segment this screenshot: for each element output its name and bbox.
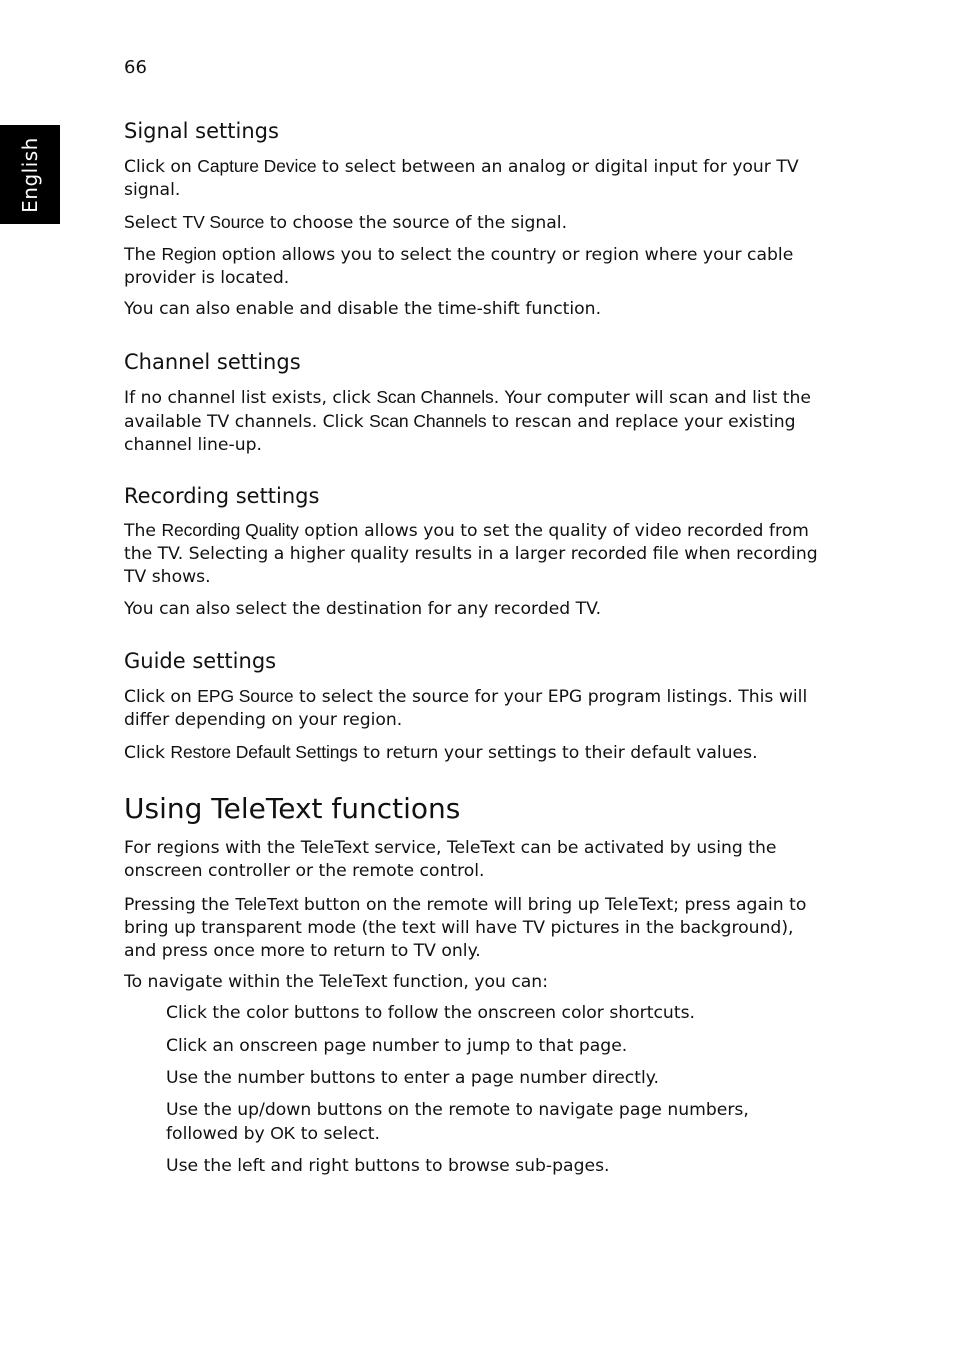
recording-settings-heading: Recording settings — [124, 484, 320, 508]
ui-term-epg-source: EPG Source — [197, 686, 294, 706]
language-tab — [0, 125, 60, 224]
text: to select between an analog or digital input for your TV signal. — [124, 157, 799, 200]
signal-paragraph-2 — [124, 211, 824, 235]
page-number: 66 — [124, 57, 147, 78]
text: option allows you to select the country or region where your cable provider is located. — [124, 245, 794, 288]
teletext-heading: Using TeleText functions — [124, 792, 461, 825]
recording-paragraph-1 — [124, 519, 824, 589]
channel-paragraph-1 — [124, 386, 824, 457]
text: to rescan and replace your existing channel line-up. — [124, 412, 796, 455]
list-item: Use the left and right buttons to browse sub-pages. — [166, 1156, 610, 1176]
ui-term-scan-channels: Scan Channels — [376, 387, 494, 407]
language-tab-label: English — [18, 136, 42, 213]
text: If no channel list exists, click — [124, 388, 377, 408]
signal-paragraph-1 — [124, 155, 824, 202]
teletext-paragraph-2 — [124, 893, 824, 963]
text: Click — [124, 743, 171, 763]
guide-paragraph-1 — [124, 685, 824, 732]
ui-term-region: Region — [161, 244, 217, 264]
ui-term-scan-channels: Scan Channels — [369, 411, 487, 431]
ui-term-tv-source: TV Source — [182, 212, 265, 232]
list-item: Use the number buttons to enter a page number directly. — [166, 1068, 659, 1088]
signal-settings-heading: Signal settings — [124, 119, 279, 143]
guide-paragraph-2 — [124, 741, 824, 765]
guide-settings-heading: Guide settings — [124, 649, 277, 673]
text: Click on — [124, 687, 198, 707]
list-item — [166, 1099, 826, 1146]
list-item: Click the color buttons to follow the onscreen color shortcuts. — [166, 1003, 695, 1023]
text: . Your computer will scan and list the available TV channels. Click — [124, 388, 811, 432]
ui-term-teletext: TeleText — [234, 894, 299, 914]
signal-paragraph-4: You can also enable and disable the time-shift function. — [124, 299, 602, 319]
ui-term-restore-default-settings: Restore Default Settings — [170, 742, 358, 762]
text: to select. — [295, 1124, 380, 1144]
text: button on the remote will bring up TeleText; press again to bring up transparent mode (the text will have TV pictures in the background), and press once more to return to TV only. — [124, 895, 807, 961]
text: Click on — [124, 157, 198, 177]
list-item: Click an onscreen page number to jump to that page. — [166, 1036, 628, 1056]
signal-paragraph-3 — [124, 243, 824, 290]
teletext-paragraph-1: For regions with the TeleText service, TeleText can be activated by using the onscreen controller or the remote control. — [124, 838, 777, 881]
text: The — [124, 245, 162, 265]
channel-settings-heading: Channel settings — [124, 350, 301, 374]
text: Use the up/down buttons on the remote to navigate page numbers, followed by — [166, 1100, 749, 1144]
text: to return your settings to their default values. — [357, 743, 758, 763]
text: to choose the source of the signal. — [264, 213, 568, 233]
text: to select the source for your EPG program listings. This will differ depending on your region. — [124, 687, 808, 730]
text: Select — [124, 213, 183, 233]
text: Pressing the — [124, 895, 235, 915]
ui-term-recording-quality: Recording Quality — [161, 520, 299, 540]
ui-term-capture-device: Capture Device — [197, 156, 317, 176]
text: The — [124, 521, 162, 541]
teletext-paragraph-3: To navigate within the TeleText function, you can: — [124, 972, 548, 992]
recording-paragraph-2: You can also select the destination for any recorded TV. — [124, 599, 602, 619]
text: option allows you to set the quality of video recorded from the TV. Selecting a higher quality results in a larger recorded file when recording TV shows. — [124, 521, 818, 587]
ui-term-ok: OK — [270, 1123, 296, 1143]
